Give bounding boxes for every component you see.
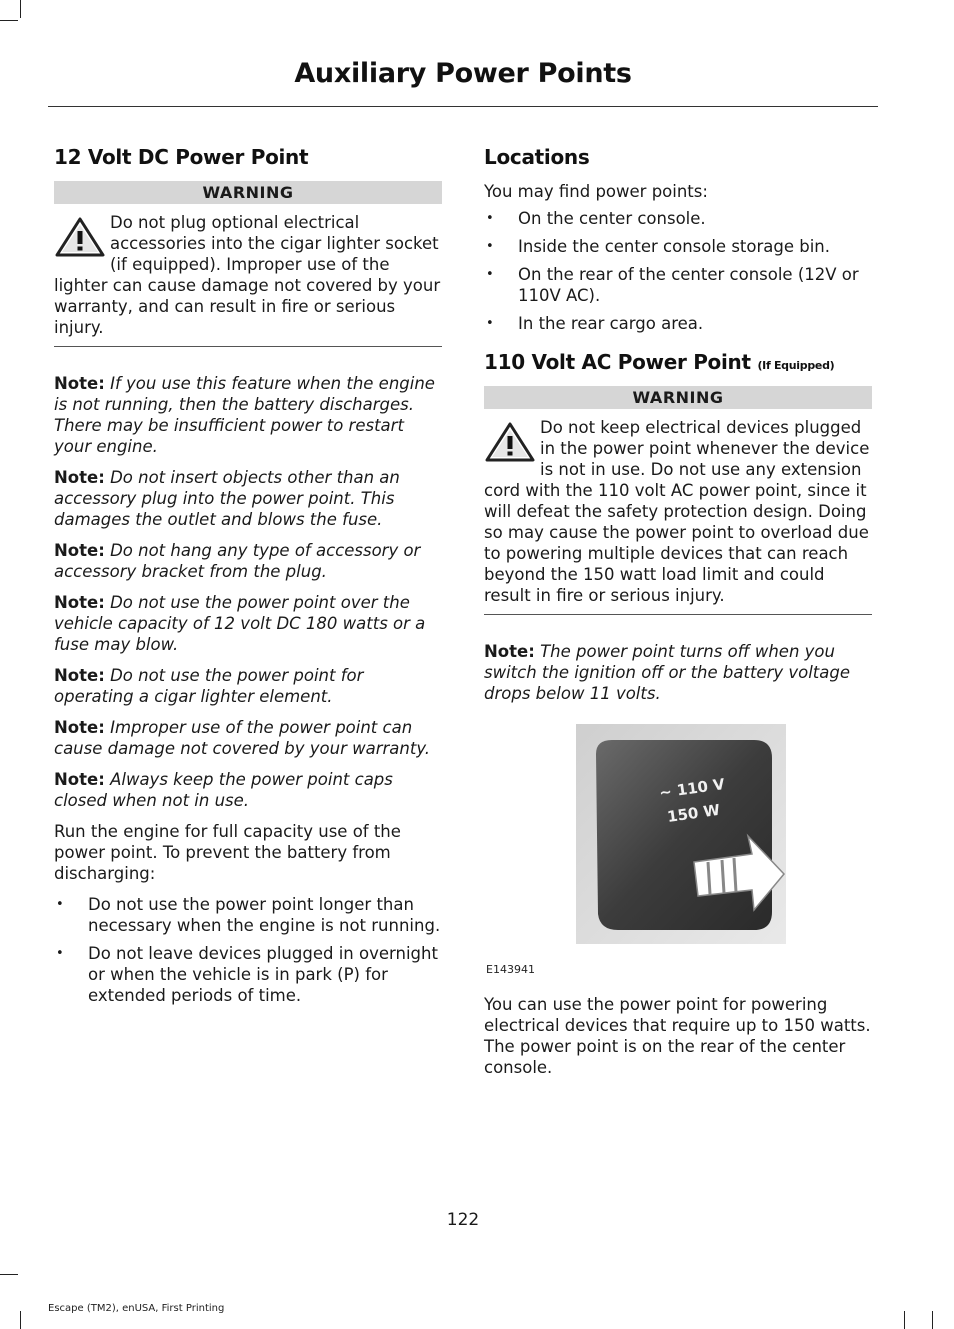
- list-item: • Inside the center console storage bin.: [484, 236, 872, 257]
- note-text: Do not use the power point over the vehicle capacity of 12 volt DC 180 watts or a fuse may blow.: [54, 593, 426, 654]
- note-text: Do not use the power point for operating a cigar lighter element.: [54, 666, 364, 706]
- right-column: [484, 145, 872, 1088]
- crop-mark: [0, 20, 18, 21]
- section-heading-12v: 12 Volt DC Power Point: [54, 145, 309, 169]
- note-label: Note:: [54, 666, 105, 685]
- if-equipped-label: (If Equipped): [757, 359, 835, 372]
- body-paragraph: Run the engine for full capacity use of the power point. To prevent the battery from discharging:: [54, 822, 401, 883]
- left-column: [54, 145, 442, 1016]
- note-text: Do not insert objects other than an accessory plug into the power point. This damages the outlet and blows the fuse.: [54, 468, 400, 529]
- bullet-list: [54, 894, 442, 1006]
- note-label: Note:: [54, 468, 105, 487]
- crop-mark: [904, 1311, 905, 1329]
- wattage-label: 150 W: [666, 800, 722, 826]
- note: [54, 769, 442, 811]
- power-outlet-image: [576, 724, 786, 944]
- note: [54, 665, 442, 707]
- crop-mark: [0, 1274, 18, 1275]
- page-title: Auxiliary Power Points: [294, 58, 632, 89]
- note-text: The power point turns off when you switch the ignition off or the battery voltage drops below 11 volts.: [484, 642, 851, 703]
- note: [54, 467, 442, 530]
- note: [54, 540, 442, 582]
- note-label: Note:: [54, 718, 105, 737]
- section-heading-110v: [484, 350, 872, 374]
- list-item: • On the rear of the center console (12V or 110V AC).: [484, 264, 872, 306]
- list-item: • Do not use the power point longer than necessary when the engine is not running.: [54, 894, 442, 936]
- warning-triangle-icon: [54, 216, 106, 258]
- note: [54, 592, 442, 655]
- warning-label: WARNING: [484, 386, 872, 409]
- section-heading-110v-text: 110 Volt AC Power Point: [484, 350, 751, 374]
- note-text: Improper use of the power point can cause damage not covered by your warranty.: [54, 718, 431, 758]
- body-paragraph: You can use the power point for powering electrical devices that require up to 150 watts. The power point is on the rear of the center console.: [484, 995, 871, 1077]
- locations-list: [484, 208, 872, 334]
- list-item: • Do not leave devices plugged in overnight or when the vehicle is in park (P) for extended periods of time.: [54, 943, 442, 1006]
- note-label: Note:: [54, 374, 105, 393]
- section-heading-locations: Locations: [484, 145, 590, 169]
- crop-mark: [932, 1311, 933, 1329]
- note-text: If you use this feature when the engine is not running, then the battery discharges. There may be insufficient power to restart your engine.: [54, 374, 435, 456]
- title-divider: [48, 106, 878, 107]
- page-number: 122: [446, 1210, 480, 1230]
- list-item: • In the rear cargo area.: [484, 313, 872, 334]
- crop-mark: [20, 0, 21, 18]
- note-text: Always keep the power point caps closed when not in use.: [54, 770, 393, 810]
- warning-text: Do not plug optional electrical accessories into the cigar lighter socket (if equipped). Improper use of the lighter can cause damage not covered by your warranty, and can result in fire or serious injury.: [54, 213, 441, 337]
- note-text: Do not hang any type of accessory or accessory bracket from the plug.: [54, 541, 421, 581]
- figure-code: E143941: [486, 963, 535, 976]
- note-label: Note:: [54, 770, 105, 789]
- note: [54, 373, 442, 457]
- locations-intro: You may find power points:: [484, 182, 708, 201]
- crop-mark: [20, 1311, 21, 1329]
- list-item: • On the center console.: [484, 208, 872, 229]
- note-label: Note:: [484, 642, 535, 661]
- power-point-illustration: [484, 724, 872, 984]
- note-label: Note:: [54, 541, 105, 560]
- note: [54, 717, 442, 759]
- warning-triangle-icon: [484, 421, 536, 463]
- note-label: Note:: [54, 593, 105, 612]
- voltage-label: ~ 110 V: [658, 774, 726, 802]
- footer-text: Escape (TM2), enUSA, First Printing: [48, 1303, 225, 1314]
- warning-text: Do not keep electrical devices plugged in the power point whenever the device is not in use. Do not use any extension cord with the 110 volt AC power point, since it will defeat the safety protection design. Doing so may cause the power point to overload due to powering multiple devices that can reach beyond the 150 watt load limit and could result in fire or serious injury.: [484, 418, 870, 605]
- warning-block: [54, 212, 442, 347]
- note: [484, 641, 872, 704]
- warning-label: WARNING: [54, 181, 442, 204]
- warning-block: [484, 417, 872, 615]
